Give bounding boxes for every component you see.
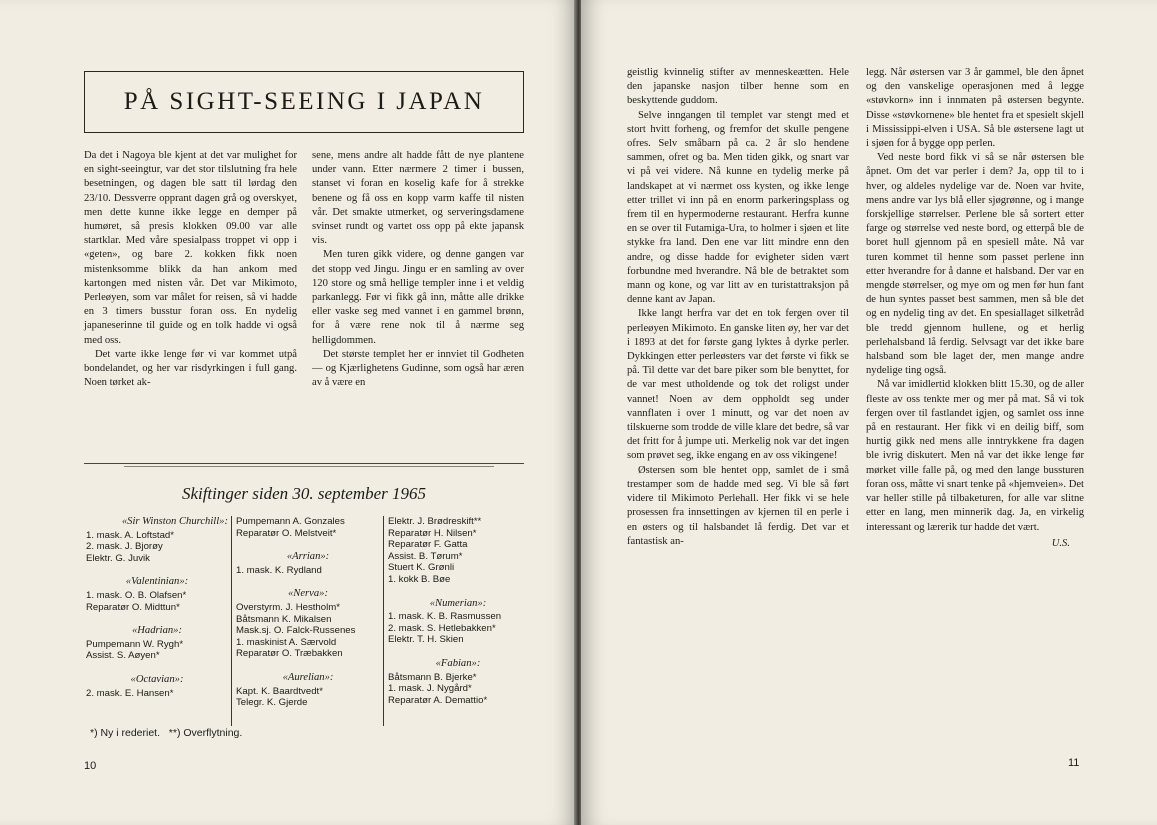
crew-entry: Båtsmann B. Bjerke*: [388, 671, 477, 683]
crew-changes-column-2: [236, 516, 380, 721]
page-number: 11: [1068, 757, 1080, 769]
article-column-2: [312, 149, 524, 390]
crew-entry: Pumpemann W. Rygh*: [86, 638, 184, 650]
crew-entry: Båtsmann K. Mikalsen: [236, 613, 332, 625]
crew-entry: Telegr. K. Gjerde: [236, 697, 308, 709]
crew-entry: Assist. S. Aøyen*: [86, 650, 160, 662]
crew-change-group: [236, 516, 380, 539]
crew-entry: Reparatør A. Demattio*: [388, 694, 488, 706]
crew-entry: 1. mask. A. Loftstad*: [86, 529, 174, 541]
article-column-3: [627, 66, 849, 549]
ship-name: «Nerva»:: [287, 588, 328, 600]
crew-changes-title: Skiftinger siden 30. september 1965: [181, 484, 427, 503]
paragraph: sene, mens andre alt hadde fått de nye plantene under vann. Etter nærmere 2 timer i bussen, stanset vi foran en koselig kafe for å strekke benene og få oss en kopp varm kaffe til nisten vår. Det smakte utmerket, og serveringsdamene svinset rundt og vartet oss opp på ekte japansk vis.: [312, 150, 524, 247]
crew-change-group: [86, 516, 228, 564]
crew-change-group: [236, 588, 380, 660]
crew-entry: Reparatør H. Nilsen*: [388, 527, 477, 539]
section-divider-thin: [124, 466, 494, 467]
crew-entry: Stuert K. Grønli: [388, 562, 455, 574]
crew-change-group: [388, 658, 528, 706]
crew-entry: 1. mask. J. Nygård*: [388, 683, 472, 695]
crew-change-group: [236, 551, 380, 576]
crew-entry: 2. mask. J. Bjorøy: [86, 541, 163, 553]
paragraph: Ved neste bord fikk vi så se når østersen ble åpnet. Om det var perler i dem? Ja, opp til to i hver, og aldeles nydelige var de. Noen var hvite, mens andre var lys blå eller sjøgrønne, og i mange forskjellige størrelser. Perlene ble så sortert etter farge og størrelse ved neste bord, og etterpå ble de boret hull gjennom på en spesiell måte. Nå var turen kommet til henne som passet perlene inn etter hverandre for å danne et halsband. Der var en mengde størrelser, og mye om og men før hun fant de hun syntes passet best sammen, men så ble det og en nydelig ting av det. En spesiallaget silketråd ble tredd gjennom hullene, og et herlig perlehalsband lå ferdig. Selvsagt var det ikke bare halsband som ble laget der, men mange andre nydelige ting også.: [866, 152, 1084, 377]
crew-entry: 1. maskinist A. Særvold: [236, 636, 337, 648]
ship-name: «Aurelian»:: [282, 671, 334, 683]
page-number: 10: [84, 760, 97, 772]
crew-entry: 1. mask. O. B. Olafsen*: [86, 589, 187, 601]
paragraph: Ikke langt herfra var det en tok fergen over til perleøyen Mikimoto. En ganske liten øy, her var det i 1893 at det for første gang lyktes å dyrke perler. Dykkingen etter perleøsters var det første vi fikk se på. Til dette var det bare piker som ble benyttet, for de var mest utholdende og tok det roligst under vannet! Noen av dem oppholdt seg under vannflaten i over 1 minutt, og var det noen av tilskuerne som trodde de ville klare det bedre, så var det fritt for å jumpe uti. Merkelig nok var det ingen som prøvet seg, ikke engang en av oss vikingene!: [627, 308, 849, 462]
ship-name: «Fabian»:: [435, 657, 481, 669]
crew-changes-column-1: [86, 516, 228, 711]
article-column-4: [866, 66, 1084, 551]
author-signature: U.S.: [1051, 537, 1070, 549]
crew-change-group: [86, 674, 228, 699]
column-divider: [383, 516, 384, 726]
crew-entry: Kapt. K. Baardtvedt*: [236, 685, 323, 697]
ship-name: «Hadrian»:: [131, 625, 183, 637]
crew-entry: 1. mask. K. B. Rasmussen: [388, 611, 502, 623]
crew-entry: Elektr. G. Juvik: [86, 552, 150, 564]
paragraph: Nå var imidlertid klokken blitt 15.30, og de aller fleste av oss tenkte mer og mer på mat. Så vi tok fergen over til fastlandet igjen, og samlet oss inne på en restaurant. Her fikk vi en deilig biff, som hurtig gikk ned mens alle inntrykkene fra dagen ble ivrig diskutert. Men nå var det ikke lenge før mørket ville falle på, og med den lange bussturen foran oss, måtte vi snart tenke på «hjemveien». Det var heller stille på tilbaketuren, for alle var slitne etter en lang, men minnerik dag. Ja, en virkelig interessant og lærerik tur hadde det vært.: [866, 379, 1084, 533]
paragraph: Det varte ikke lenge før vi var kommet utpå bondelandet, og her var risdyrkingen i full gang. Noen tørket ak-: [84, 348, 297, 389]
paragraph: Da det i Nagoya ble kjent at det var mulighet for en sight-seeingtur, var det stor tilslutning fra hele besetningen, og dagen ble satt til lørdag den 23/10. Dessverre opprant dagen grå og overskyet, men dette kunne ikke legge en demper på humøret, så presis klokken 09.00 var alle startklar. Med våre spesialpass troppet vi opp i «geten», og bare 2. kokken fikk noen mistenksomme blikk da han ankom med kartongen med nisten vår. Det var Mikimoto, Perleøyen, som var målet for reisen, så vi hadde en 3 timers busstur foran oss. En nydelig japaneserinne til guide og en tolk hadde vi også med oss.: [84, 150, 297, 346]
crew-entry: Pumpemann A. Gonzales: [236, 516, 345, 527]
crew-entry: Overstyrm. J. Hestholm*: [236, 601, 340, 613]
paragraph: Det største templet her er innviet til Godheten — og Kjærlighetens Gudinne, som også har æren av å være en: [312, 348, 524, 389]
paragraph: legg. Når østersen var 3 år gammel, ble den åpnet og den vanskelige operasjonen med å legge «støvkorn» inn i innmaten på østersen begynte. Disse «støvkornene» ble hentet fra et spesielt skjell i Mississippi-elven i USA. Så ble østersene lagt ut i sjøen for å bygge opp perlen.: [866, 67, 1084, 150]
article-column-1: [84, 149, 297, 390]
crew-change-group: [388, 598, 528, 646]
paragraph: Men turen gikk videre, og denne gangen var det stopp ved Jingu. Jingu er en samling av over 120 store og små hellige templer inne i et veldig parkanlegg. Før vi fikk gå inn, måtte alle drikke eller vaske seg med vannet i en gammel brønn, for å være rene nok til å nærme seg helligdommen.: [312, 249, 524, 346]
crew-entry: 2. mask. S. Hetlebakken*: [388, 622, 496, 634]
ship-name: «Valentinian»:: [125, 576, 189, 588]
paragraph: Østersen som ble hentet opp, samlet de i små trestamper som de hadde med seg. Vi ble så ført videre til Mikimoto Perlehall. Her fikk vi se hele prosessen fra innsettingen av kjernen til en perle i en østers og til halsbandet lå ferdig. Det var et fantastisk an-: [627, 464, 849, 547]
ship-name: «Sir Winston Churchill»:: [121, 516, 228, 527]
crew-entry: Reparatør O. Træbakken: [236, 648, 343, 660]
crew-entry: Elektr. T. H. Skien: [388, 634, 464, 646]
crew-entry: Reparatør F. Gatta: [388, 539, 468, 551]
section-divider: [84, 463, 524, 464]
crew-change-group: [236, 672, 380, 709]
ship-name: «Octavian»:: [130, 673, 184, 685]
crew-change-group: [86, 576, 228, 613]
crew-changes-column-3: [388, 516, 528, 718]
ship-name: «Arrian»:: [286, 551, 330, 563]
paragraph: Selve inngangen til templet var stengt med et stort hvitt forheng, og fremfor det skulle pengene ofres. Selv småbarn på ca. 2 år slo hendene sammen, ofret og ba. Men tiden gikk, og snart var vi på vei videre. Nå kunne en tydelig merke på landskapet at vi nærmet oss kysten, og ikke lenge etter trillet vi inn på en enorm parkeringsplass og frem til en hypermoderne restaurant. Herfra kunne en se over til Futamiga-Ura, to holmer i sjøen et lite stykke fra land. Den ene var litt mindre enn den andre, og disse hadde for evigheter siden vært forbundne med hverandre. Nå ble de betraktet som mann og kone, og var litt av en turistattraksjon på denne kant av Japan.: [627, 109, 849, 306]
article-title-box: [84, 71, 524, 133]
crew-entry: Assist. B. Tørum*: [388, 550, 463, 562]
crew-entry: Reparatør O. Midttun*: [86, 601, 180, 613]
column-divider: [231, 516, 232, 726]
crew-change-group: [86, 625, 228, 662]
article-title: PÅ SIGHT-SEEING I JAPAN: [123, 88, 485, 115]
crew-entry: 1. mask. K. Rydland: [236, 564, 322, 576]
left-page: [0, 0, 576, 825]
ship-name: «Numerian»:: [429, 597, 487, 609]
footnote: *) Ny i rederiet. **) Overflytning.: [90, 727, 243, 739]
crew-entry: 2. mask. E. Hansen*: [86, 687, 174, 699]
paragraph: geistlig kvinnelig stifter av menneskeætten. Hele den japanske nasjon tilber henne som en beskyttende guddom.: [627, 67, 849, 107]
crew-entry: Mask.sj. O. Falck-Russenes: [236, 625, 356, 637]
right-page: [581, 0, 1157, 825]
crew-change-group: [388, 516, 528, 586]
crew-entry: Reparatør O. Melstveit*: [236, 527, 337, 539]
crew-entry: 1. kokk B. Bøe: [388, 573, 451, 585]
crew-entry: Elektr. J. Brødreskift**: [388, 516, 482, 527]
